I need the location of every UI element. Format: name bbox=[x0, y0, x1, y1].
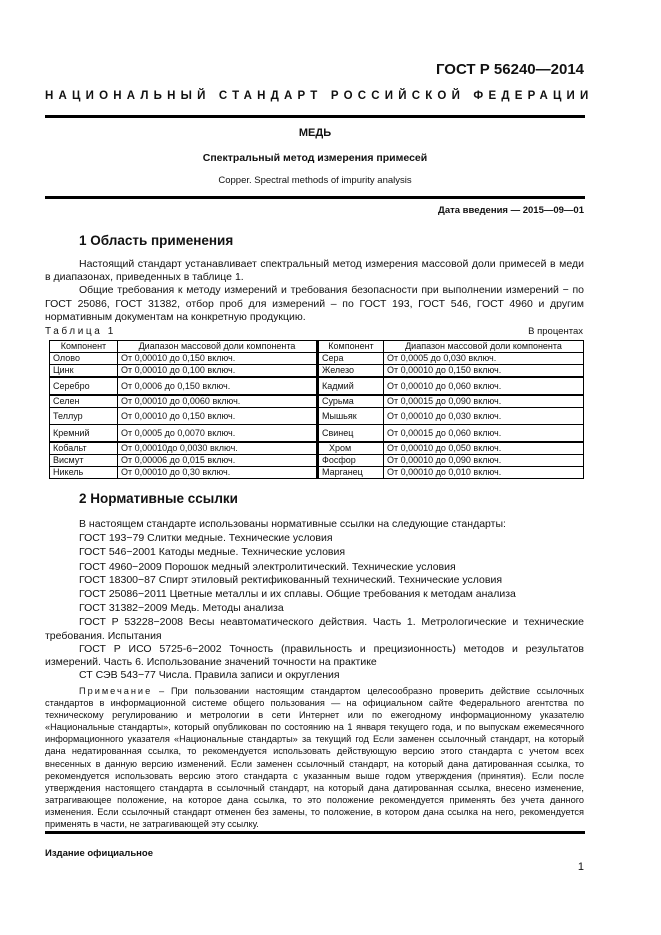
component-cell: Хром bbox=[318, 442, 384, 455]
introduction-date: Дата введения — 2015—09—01 bbox=[438, 205, 584, 216]
official-edition-label: Издание официальное bbox=[45, 848, 153, 859]
reference-item: ГОСТ 193−79 Слитки медные. Технические условия bbox=[79, 532, 333, 545]
range-cell: От 0,00010 до 0,150 включ. bbox=[384, 365, 584, 378]
reference-item: ГОСТ 546−2001 Катоды медные. Технические условия bbox=[79, 546, 346, 559]
note-label: Примечание bbox=[79, 686, 153, 696]
reference-item: ГОСТ 25086−2011 Цветные металлы и их сплавы. Общие требования к методам анализа bbox=[79, 588, 516, 601]
component-cell: Свинец bbox=[318, 425, 384, 443]
table-header-cell: Компонент bbox=[50, 341, 118, 353]
section-2-heading: 2 Нормативные ссылки bbox=[79, 491, 238, 506]
component-cell: Мышьяк bbox=[318, 408, 384, 425]
component-cell: Кадмий bbox=[318, 377, 384, 395]
reference-item: СТ СЭВ 543−77 Числа. Правила записи и округления bbox=[79, 669, 340, 682]
reference-item: ГОСТ Р ИСО 5725-6−2002 Точность (правильность и прецизионность) методов и результатов измерений. Часть 6. Использование значений точности на практике bbox=[45, 642, 584, 669]
range-cell: От 0,00010 до 0,0060 включ. bbox=[118, 395, 318, 408]
range-cell: От 0,00010до 0,0030 включ. bbox=[118, 442, 318, 455]
document-title-english: Copper. Spectral methods of impurity analysis bbox=[218, 175, 412, 186]
table-row bbox=[50, 455, 584, 467]
range-cell: От 0,00010 до 0,050 включ. bbox=[384, 442, 584, 455]
component-cell: Олово bbox=[50, 353, 118, 365]
component-cell: Селен bbox=[50, 395, 118, 408]
gost-code: ГОСТ Р 56240—2014 bbox=[435, 61, 584, 78]
range-cell: От 0,0005 до 0,0070 включ. bbox=[118, 425, 318, 443]
range-cell: От 0,00015 до 0,090 включ. bbox=[384, 395, 584, 408]
reference-item: ГОСТ 31382−2009 Медь. Методы анализа bbox=[79, 602, 284, 615]
section-1-body bbox=[45, 258, 584, 324]
table-row bbox=[50, 395, 584, 408]
section-1-paragraph: Общие требования к методу измерений и требования безопасности при выполнении измерений − по ГОСТ 25086, ГОСТ 31382, отбор проб для измерений – по ГОСТ 193, ГОСТ 546, ГОСТ 4960 и другим нормативным документам на конкретную продукцию. bbox=[45, 284, 584, 323]
component-cell: Висмут bbox=[50, 455, 118, 467]
reference-item: ГОСТ 4960−2009 Порошок медный электролитический. Технические условия bbox=[79, 560, 456, 573]
section-1-heading: 1 Область применения bbox=[79, 233, 234, 248]
table-row bbox=[50, 467, 584, 479]
note-text: – При пользовании настоящим стандартом целесообразно проверить действие ссылочных стандартов в информационной системе общего пользования — на официальном сайте Федерального агентства по техническому регулированию и метрологии в сети Интернет или по ежегодному информационному указателю «Национальные стандарты», который опубликован по состоянию на 1 января текущего года, и по выпускам ежемесячного информационного указателя «Национальные стандарты» за текущий год Если заменен ссылочный стандарт, на который дана недатированная ссылка, то рекомендуется использовать действующую версию этого стандарта с учетом всех внесенных в данную версию изменений. Если заменен ссылочный стандарт, на который дана датированная ссылка, то рекомендуется использовать версию этого стандарта с указанным выше годом утверждения (принятия). Если после утверждения настоящего стандарта в ссылочный стандарт, на который дана датированная ссылка, внесено изменение, затрагивающее положение, на которое дана ссылка, то это положение рекомендуется применять без учета данного изменения. Если ссылочный стандарт отменен без замены, то положение, в котором дана ссылка на него, рекомендуется применять в части, не затрагивающей эту ссылку. bbox=[45, 686, 584, 830]
top-rule-divider bbox=[45, 115, 585, 118]
table-header-cell: Компонент bbox=[318, 341, 384, 353]
normative-references bbox=[45, 518, 584, 682]
range-cell: От 0,00010 до 0,100 включ. bbox=[118, 365, 318, 378]
range-cell: От 0,00010 до 0,010 включ. bbox=[384, 467, 584, 479]
page-number: 1 bbox=[577, 861, 584, 873]
component-cell: Железо bbox=[318, 365, 384, 378]
title-rule-divider bbox=[45, 196, 585, 199]
table-row bbox=[50, 353, 584, 365]
component-cell: Теллур bbox=[50, 408, 118, 425]
reference-item: ГОСТ 18300−87 Спирт этиловый ректификованный технический. Технические условия bbox=[79, 573, 503, 586]
reference-item: ГОСТ Р 53228−2008 Весы неавтоматического действия. Часть 1. Метрологические и технические требования. Испытания bbox=[45, 616, 584, 642]
table-row bbox=[50, 425, 584, 443]
range-cell: От 0,00010 до 0,150 включ. bbox=[118, 353, 318, 365]
component-cell: Кобальт bbox=[50, 442, 118, 455]
table-row bbox=[50, 408, 584, 425]
table-header-cell: Диапазон массовой доли компонента bbox=[384, 341, 584, 353]
component-cell: Марганец bbox=[318, 467, 384, 479]
table-header-row bbox=[50, 341, 584, 353]
footer-rule-divider bbox=[45, 831, 585, 834]
component-cell: Фосфор bbox=[318, 455, 384, 467]
range-cell: От 0,0005 до 0,030 включ. bbox=[384, 353, 584, 365]
range-cell: От 0,00006 до 0,015 включ. bbox=[118, 455, 318, 467]
section-1-paragraph: Настоящий стандарт устанавливает спектральный метод измерения массовой доли примесей в меди в диапазонах, приведенных в таблице 1. bbox=[45, 258, 584, 284]
table-row bbox=[50, 442, 584, 455]
table-unit-label: В процентах bbox=[528, 326, 583, 337]
references-note bbox=[45, 685, 584, 830]
component-cell: Цинк bbox=[50, 365, 118, 378]
range-cell: От 0,00010 до 0,150 включ. bbox=[118, 408, 318, 425]
component-cell: Никель bbox=[50, 467, 118, 479]
range-cell: От 0,00010 до 0,060 включ. bbox=[384, 377, 584, 395]
component-cell: Кремний bbox=[50, 425, 118, 443]
document-title: МЕДЬ bbox=[298, 127, 332, 139]
range-cell: От 0,00015 до 0,060 включ. bbox=[384, 425, 584, 443]
table-caption: Таблица 1 bbox=[45, 326, 116, 337]
references-lead: В настоящем стандарте использованы нормативные ссылки на следующие стандарты: bbox=[79, 518, 506, 530]
impurity-range-table bbox=[49, 340, 584, 479]
table-row bbox=[50, 365, 584, 378]
range-cell: От 0,00010 до 0,090 включ. bbox=[384, 455, 584, 467]
national-standard-banner: НАЦИОНАЛЬНЫЙ СТАНДАРТ РОССИЙСКОЙ ФЕДЕРАЦИИ bbox=[45, 90, 594, 102]
document-subtitle: Спектральный метод измерения примесей bbox=[202, 152, 428, 164]
component-cell: Серебро bbox=[50, 377, 118, 395]
table-row bbox=[50, 377, 584, 395]
table-header-cell: Диапазон массовой доли компонента bbox=[118, 341, 318, 353]
range-cell: От 0,00010 до 0,30 включ. bbox=[118, 467, 318, 479]
range-cell: От 0,00010 до 0,030 включ. bbox=[384, 408, 584, 425]
range-cell: От 0,0006 до 0,150 включ. bbox=[118, 377, 318, 395]
component-cell: Сурьма bbox=[318, 395, 384, 408]
component-cell: Сера bbox=[318, 353, 384, 365]
